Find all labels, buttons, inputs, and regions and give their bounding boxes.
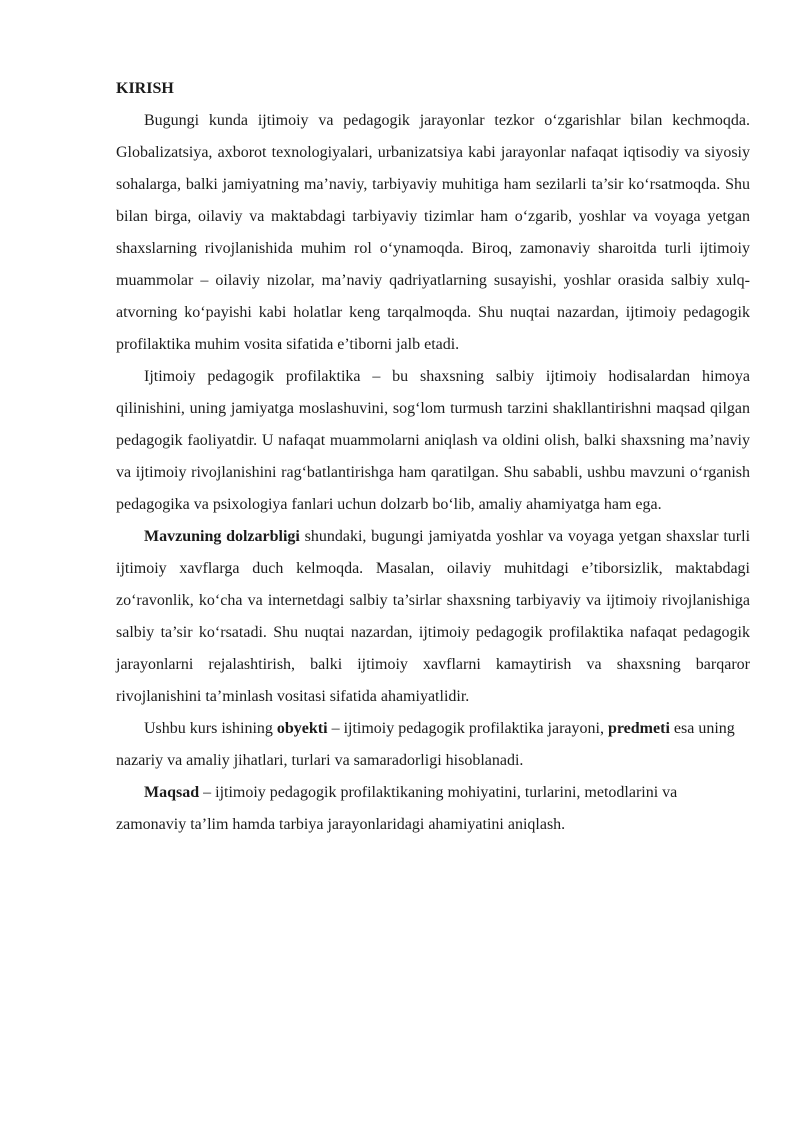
document-body: [116, 72, 750, 841]
paragraph-intro: Bugungi kunda ijtimoiy va pedagogik jarayonlar tezkor o‘zgarishlar bilan kechmoqda. Globalizatsiya, axborot texnologiyalari, urbanizatsiya kabi jarayonlar nafaqat iqtisodiy va siyosiy sohalarga, balki jamiyatning ma’naviy, tarbiyaviy muhitiga ham sezilarli ta’sir ko‘rsatmoqda. Shu bilan birga, oilaviy va maktabdagi tarbiyaviy tizimlar ham o‘zgarib, yoshlar va voyaga yetgan shaxslarning rivojlanishida muhim rol o‘ynamoqda. Biroq, zamonaviy sharoitda turli ijtimoiy muammolar – oilaviy nizolar, ma’naviy qadriyatlarning susayishi, yoshlar orasida salbiy xulq-atvorning ko‘payishi kabi holatlar keng tarqalmoqda. Shu nuqtai nazardan, ijtimoiy pedagogik profilaktika muhim vosita sifatida e’tiborni jalb etadi.: [116, 112, 750, 353]
subject-term: predmeti: [607, 720, 670, 737]
relevance-term: Mavzuning dolzarbligi: [144, 528, 300, 545]
paragraph-goal: [116, 777, 750, 841]
object-text: – ijtimoiy pedagogik profilaktika jarayoni,: [327, 720, 608, 737]
section-heading: KIRISH: [116, 80, 174, 97]
paragraph-definition: Ijtimoiy pedagogik profilaktika – bu shaxsning salbiy ijtimoiy hodisalardan himoya qilinishini, uning jamiyatga moslashuvini, sog‘lom turmush tarzini shakllantirishni maqsad qilgan pedagogik faoliyatdir. U nafaqat muammolarni aniqlash va oldini olish, balki shaxsning ma’naviy va ijtimoiy rivojlanishini rag‘batlantirishga ham qaratilgan. Shu sababli, ushbu mavzuni o‘rganish pedagogika va psixologiya fanlari uchun dolzarb bo‘lib, amaliy ahamiyatga ham ega.: [116, 368, 750, 513]
object-intro-text: Ushbu kurs ishining: [144, 720, 277, 737]
paragraph-object-subject: [116, 713, 750, 777]
goal-text: – ijtimoiy pedagogik profilaktikaning mohiyatini, turlarini, metodlarini va zamonaviy ta’lim hamda tarbiya jarayonlaridagi ahamiyatini aniqlash.: [116, 784, 678, 833]
relevance-text: shundaki, bugungi jamiyatda yoshlar va voyaga yetgan shaxslar turli ijtimoiy xavflarga duch kelmoqda. Masalan, oilaviy muhitdagi e’tiborsizlik, maktabdagi zo‘ravonlik, ko‘cha va internetdagi salbiy ta’sirlar shaxsning tarbiyaviy va ijtimoiy rivojlanishiga salbiy ta’sir ko‘rsatadi. Shu nuqtai nazardan, ijtimoiy pedagogik profilaktika nafaqat pedagogik jarayonlarni rejalashtirish, balki ijtimoiy xavflarni kamaytirish va shaxsning barqaror rivojlanishini ta’minlash vositasi sifatida ahamiyatlidir.: [116, 528, 751, 705]
object-term: obyekti: [276, 720, 328, 737]
subject-text: esa uning nazariy va amaliy jihatlari, turlari va samaradorligi hisoblanadi.: [116, 720, 735, 769]
goal-term: Maqsad: [144, 784, 200, 801]
paragraph-relevance: [116, 521, 750, 713]
